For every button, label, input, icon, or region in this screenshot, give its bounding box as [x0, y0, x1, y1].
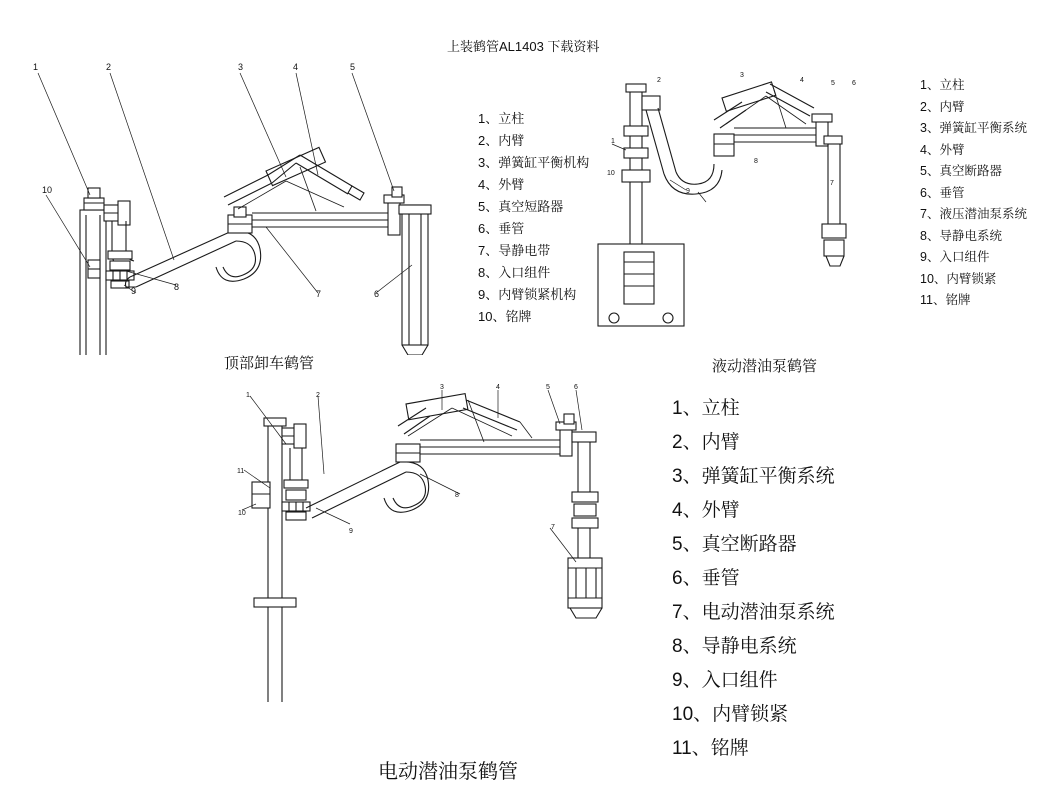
- callout-5-diagram3: 5: [546, 384, 550, 391]
- legend-right-top-item-10: 10、内臂锁紧: [920, 271, 997, 286]
- legend-right-bottom-item-8: 8、导静电系统: [672, 636, 797, 657]
- callout-5-diagram2: 5: [831, 80, 835, 87]
- callout-10-diagram2: 10: [607, 170, 615, 177]
- legend-right-bottom-item-7: 7、电动潜油泵系统: [672, 602, 835, 623]
- legend-center: [478, 108, 589, 328]
- callout-2-diagram2: 2: [657, 77, 661, 84]
- callout-4-diagram3: 4: [496, 384, 500, 391]
- callout-8-diagram2: 8: [754, 158, 758, 165]
- legend-center-item-5: 5、真空短路器: [478, 199, 564, 214]
- caption-hydraulic-submersible-pump-arm: 液动潜油泵鹤管: [712, 358, 818, 375]
- callout-6-diagram3: 6: [574, 384, 578, 391]
- diagram-top-loading-arm: [0, 55, 470, 355]
- legend-right-top-item-8: 8、导静电系统: [920, 228, 1002, 243]
- callout-3-diagram3: 3: [440, 384, 444, 391]
- legend-center-item-3: 3、弹簧缸平衡机构: [478, 155, 590, 170]
- legend-right-bottom-item-4: 4、外臂: [672, 500, 740, 521]
- callout-5-diagram1: 5: [350, 62, 356, 72]
- callout-9-diagram3: 9: [349, 528, 353, 535]
- callout-7-diagram1: 7: [316, 289, 322, 299]
- legend-right-top-item-2: 2、内臂: [920, 99, 965, 114]
- diagram-hydraulic-submersible-pump-arm: [590, 62, 890, 352]
- callout-3-diagram1: 3: [238, 62, 244, 72]
- callout-2-diagram1: 2: [106, 62, 112, 72]
- legend-center-item-6: 6、垂管: [478, 221, 525, 236]
- callout-6-diagram2: 6: [852, 80, 856, 87]
- legend-center-item-4: 4、外臂: [478, 177, 525, 192]
- callout-4-diagram2: 4: [800, 77, 804, 84]
- legend-right-bottom-item-6: 6、垂管: [672, 568, 740, 589]
- callout-10-diagram1: 10: [42, 185, 53, 195]
- legend-right-top-item-7: 7、液压潜油泵系统: [920, 207, 1027, 221]
- callout-4-diagram1: 4: [293, 62, 299, 72]
- callout-9-diagram2: 9: [686, 188, 690, 195]
- callout-7-diagram3: 7: [551, 524, 555, 531]
- legend-right-bottom-item-3: 3、弹簧缸平衡系统: [672, 466, 835, 487]
- legend-center-item-9: 9、内臂锁紧机构: [478, 287, 577, 302]
- legend-right-bottom-item-10: 10、内臂锁紧: [672, 704, 789, 725]
- legend-right-bottom-item-11: 11、铭牌: [672, 738, 749, 759]
- legend-center-item-1: 1、立柱: [478, 111, 525, 126]
- callout-1-diagram2: 1: [611, 138, 615, 145]
- callout-10-diagram3: 10: [238, 510, 246, 517]
- legend-right-bottom-item-9: 9、入口组件: [672, 670, 778, 691]
- legend-right-top-item-9: 9、入口组件: [920, 250, 990, 264]
- callout-8-diagram1: 8: [174, 282, 180, 292]
- legend-right-top-item-4: 4、外臂: [920, 142, 965, 157]
- callout-1-diagram1: 1: [33, 62, 39, 72]
- callout-6-diagram1: 6: [374, 289, 380, 299]
- legend-right-bottom-item-2: 2、内臂: [672, 432, 740, 453]
- callout-7-diagram2: 7: [830, 180, 834, 187]
- callout-2-diagram3: 2: [316, 392, 320, 399]
- callout-1-diagram3: 1: [246, 392, 250, 399]
- page-title: 上装鹤管AL1403 下载资料: [447, 39, 600, 54]
- caption-electric-submersible-pump-arm: 电动潜油泵鹤管: [378, 761, 518, 783]
- legend-center-item-7: 7、导静电带: [478, 243, 551, 258]
- callout-11-diagram3: 11: [237, 468, 245, 475]
- legend-center-item-10: 10、铭牌: [478, 309, 532, 324]
- legend-center-item-8: 8、入口组件: [478, 265, 551, 280]
- legend-center-item-2: 2、内臂: [478, 133, 525, 148]
- legend-right-bottom-item-5: 5、真空断路器: [672, 534, 797, 555]
- callout-3-diagram2: 3: [740, 72, 744, 79]
- callout-9-diagram1: 9: [131, 286, 137, 296]
- legend-right-bottom-item-1: 1、立柱: [672, 398, 740, 419]
- legend-right-top-item-3: 3、弹簧缸平衡系统: [920, 121, 1027, 135]
- legend-right-top-item-1: 1、立柱: [920, 78, 965, 92]
- legend-right-top-item-11: 11、铭牌: [920, 293, 971, 307]
- callout-8-diagram3: 8: [455, 492, 459, 499]
- legend-right-bottom: [672, 392, 835, 766]
- legend-right-top-item-6: 6、垂管: [920, 185, 965, 200]
- caption-top-loading-arm: 顶部卸车鹤管: [224, 355, 315, 372]
- legend-right-top: [920, 75, 1027, 312]
- diagram-electric-submersible-pump-arm: [220, 382, 670, 712]
- legend-right-top-item-5: 5、真空断路器: [920, 164, 1002, 178]
